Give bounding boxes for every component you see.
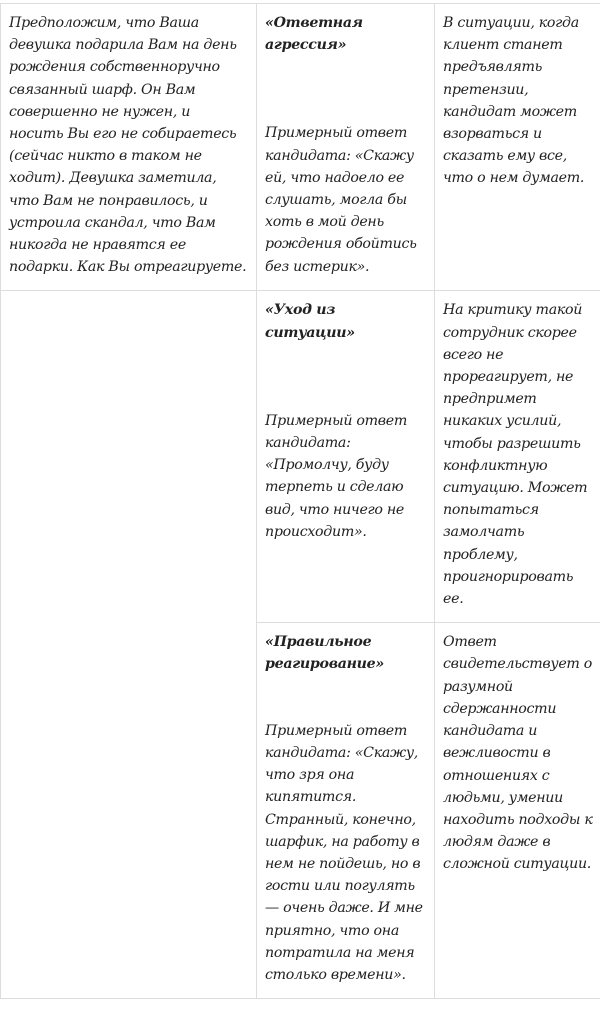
situation-cell: Предположим, что Ваша девушка подарила Вам на день рождения собственноручно связанный шарф. Он Вам совершенно не нужен, и носить Вы его не собираетесь (сейчас никто в таком не ходит). Девушка заметила, что Вам не понравилось, и устроила скандал, что Вам никогда не нравятся ее подарки. Как Вы отреагируете.: [1, 4, 257, 291]
reaction-cell: [257, 291, 435, 623]
reaction-cell: [257, 4, 435, 291]
interpretation-cell: На критику такой сотрудник скорее всего не прореагирует, не предпримет никаких усилий, чтобы разрешить конфликтную ситуацию. Может попытаться замолчать проблему, проигнорировать ее.: [435, 291, 600, 623]
situation-cell: [1, 291, 257, 999]
reaction-title: «Правильное реагирование»: [265, 631, 426, 675]
sample-answer: Примерный ответ кандидата: «Промолчу, буду терпеть и сделаю вид, что ничего не происходит».: [265, 413, 407, 540]
reaction-cell: [257, 623, 435, 999]
reaction-title: «Ответная агрессия»: [265, 12, 426, 56]
sample-answer: Примерный ответ кандидата: «Скажу, что зря она кипятится. Странный, конечно, шарфик, на работу в нем не пойдешь, но в гости или погулять — очень даже. И мне приятно, что она потратила на меня столько времени».: [265, 723, 423, 983]
sample-answer: Примерный ответ кандидата: «Скажу ей, что надоело ее слушать, могла бы хоть в мой день рождения обойтись без истерик».: [265, 125, 417, 274]
table-row: [1, 4, 600, 291]
interview-answers-table: [0, 3, 600, 999]
interpretation-cell: Ответ свидетельствует о разумной сдержанности кандидата и вежливости в отношениях с людьми, умении находить подходы к людям даже в сложной ситуации.: [435, 623, 600, 999]
reaction-title: «Уход из ситуации»: [265, 299, 426, 343]
table-row: [1, 291, 600, 623]
interpretation-cell: В ситуации, когда клиент станет предъявлять претензии, кандидат может взорваться и сказать ему все, что о нем думает.: [435, 4, 600, 291]
